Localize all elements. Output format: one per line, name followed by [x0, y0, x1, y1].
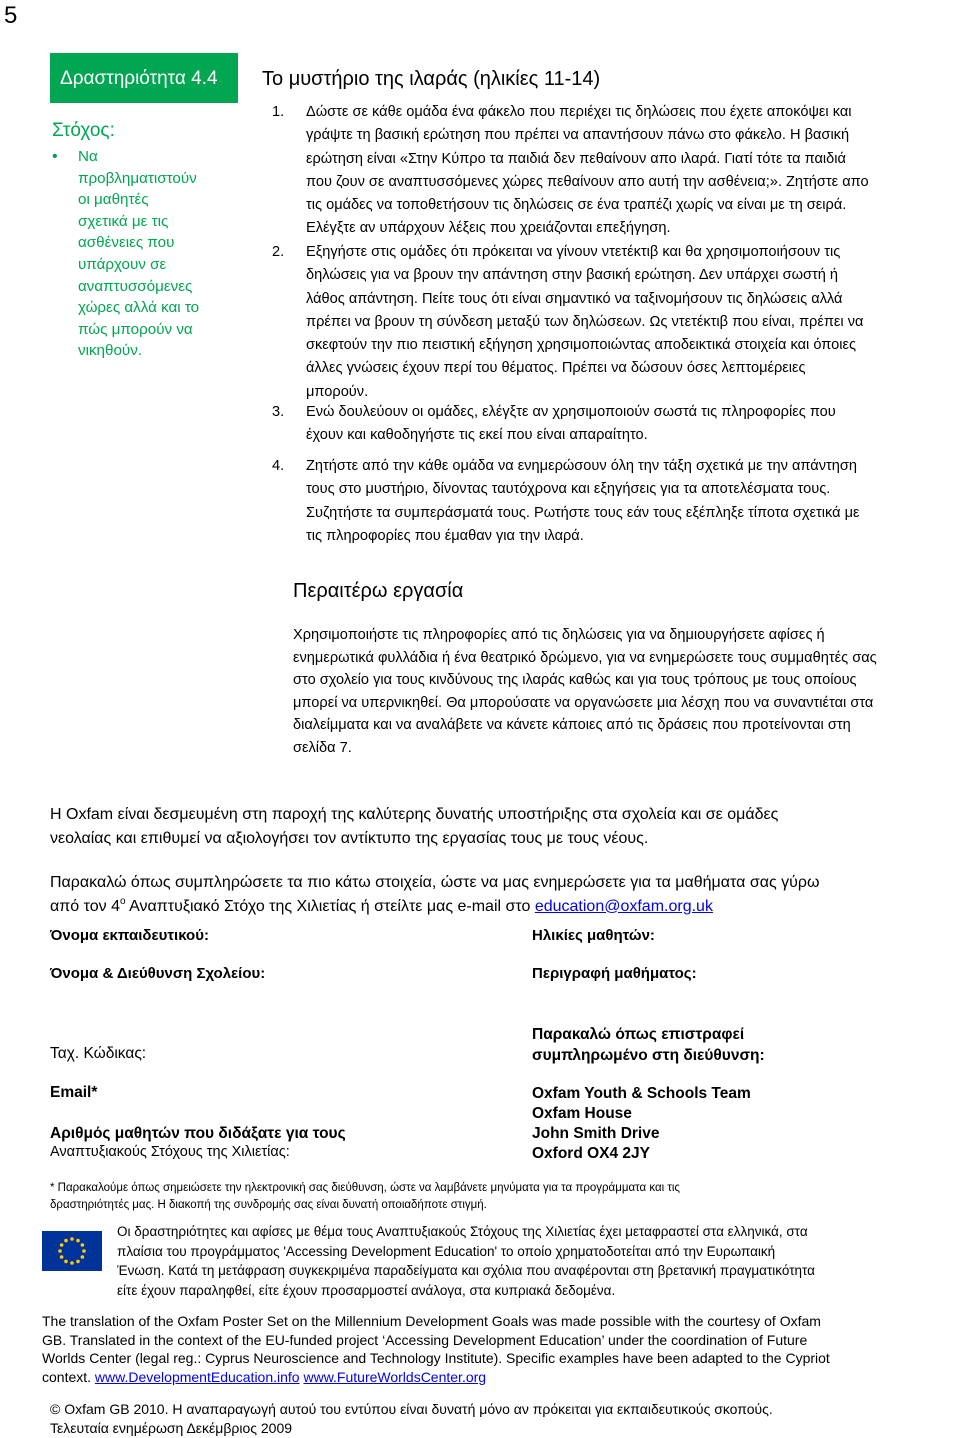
further-work-text: Χρησιμοποιήστε τις πληροφορίες από τις δηλώσεις για να δημιουργήσετε αφίσες ή ενημερωτικά φυλλάδια ή ένα θεατρικό δρώμενο, για να ενημερώσετε τους συμμαθητές σας στο σχολείο για τους κινδύνους της ιλαράς καθώς και για τους τρόπους με τους οποίους μπορεί να υπερνικηθεί. Θα μπορούσατε να οργανώσετε μια λέσχη που να συναντιέται στα διαλείμματα και να αναλάβετε να κάνετε κάποιες από τις δράσεις που προτείνονται στη σελίδα 7. — [293, 627, 877, 756]
eu-star — [60, 1255, 64, 1259]
page-title: Το μυστήριο της ιλαράς (ηλικίες 11-14) — [262, 68, 601, 90]
return-label: Παρακαλώ όπως επιστραφεί συμπληρωμένο στη διεύθυνση: — [532, 1026, 765, 1064]
eu-star — [58, 1249, 62, 1253]
eu-stars-icon — [42, 1231, 102, 1271]
school-label: Όνομα & Διεύθυνση Σχολείου: — [50, 965, 266, 982]
goal-text: Να προβληματιστούν οι μαθητές σχετικά με τις ασθένειες που υπάρχουν σε αναπτυσσόμενες χώρες αλλά και το πώς μπορούν να νικηθούν. — [78, 148, 200, 360]
bullet: • — [52, 148, 58, 165]
footnote: * Παρακαλούμε όπως σημειώσετε την ηλεκτρονική σας διεύθυνση, ώστε να λαμβάνετε μηνύματα για τα προγράμματα και τις δραστηριότητές μας. Η διακοπή της συνδρομής σας είναι δυνατή οποιαδήποτε στιγμή. — [50, 1182, 680, 1211]
development-education-link[interactable]: www.DevelopmentEducation.info — [94, 1368, 300, 1385]
students-count-label: Αριθμός μαθητών που διδάξατε για τους Αναπτυξιακούς Στόχους της Χιλιετίας: — [50, 1125, 346, 1160]
eu-star — [81, 1255, 85, 1259]
eu-star — [70, 1237, 74, 1241]
email-label: Email* — [50, 1084, 98, 1101]
eu-star — [76, 1239, 80, 1243]
teacher-name-label: Όνομα εκπαιδευτικού: — [50, 927, 209, 944]
eu-star — [70, 1261, 74, 1265]
eu-star — [64, 1239, 68, 1243]
future-worlds-link[interactable]: www.FutureWorldsCenter.org — [303, 1368, 487, 1385]
return-address: Oxfam Youth & Schools Team Oxfam House John Smith Drive Oxford OX4 2JY — [532, 1085, 751, 1162]
eu-star — [64, 1260, 68, 1264]
eu-star — [76, 1260, 80, 1264]
translation-note: The translation of the Oxfam Poster Set on the Millennium Development Goals was made possible with the courtesy of Oxfam GB. Translated in the context of the EU-funded project ‘Accessing Development Education’ under the coordination of Future Worlds Center (legal reg.: Cyprus Neuroscience and Technology Institute). Specific examples have been adapted to the Cypriot context. www.DevelopmentEducation.info www.FutureWorldsCenter.org — [42, 1313, 830, 1385]
postcode-label: Ταχ. Κώδικας: — [50, 1045, 147, 1062]
goal-label: Στόχος: — [52, 120, 115, 141]
eu-note: Οι δραστηριότητες και αφίσες με θέμα τους Αναπτυξιακούς Στόχους της Χιλιετίας έχει μεταφραστεί στα ελληνικά, στα πλαίσια του προγράμματος 'Accessing Development Education' το οποίο χρηματοδοτείται από την Ευρωπαική Ένωση. Κατά τη μετάφραση συγκεκριμένα παραδείγματα και σχόλια που αναφέρονται στη βρετανική πραγματικότητα είτε έχουν παραληφθεί, είτε έχουν προσαρμοστεί ανάλογα, στα κυπριακά δεδομένα. — [117, 1224, 815, 1298]
activity-label: Δραστηριότητα 4.4 — [60, 68, 218, 89]
page-number: 5 — [4, 2, 18, 29]
email-link[interactable]: education@oxfam.org.uk — [534, 897, 713, 915]
copyright: © Oxfam GB 2010. Η αναπαραγωγή αυτού του εντύπου είναι δυνατή μόνο αν πρόκειται για εκπαιδευτικούς σκοπούς. Τελευταία ενημέρωση Δεκέμβριος 2009 — [50, 1401, 773, 1436]
eu-star — [82, 1249, 86, 1253]
lesson-label: Περιγραφή μαθήματος: — [532, 965, 697, 982]
student-ages-label: Ηλικίες μαθητών: — [532, 927, 655, 944]
eu-star — [60, 1243, 64, 1247]
further-work-title: Περαιτέρω εργασία — [293, 580, 464, 602]
eu-star — [81, 1243, 85, 1247]
eu-flag-icon — [42, 1231, 102, 1271]
oxfam-commitment: Η Oxfam είναι δεσμευμένη στη παροχή της καλύτερης δυνατής υποστήριξης στα σχολεία και σε ομάδες νεολαίας και επιθυμεί να αξιολογήσει τον αντίκτυπο της εργασίας τους με τους νέους. — [50, 806, 779, 847]
oxfam-request: Παρακαλώ όπως συμπληρώσετε τα πιο κάτω στοιχεία, ώστε να μας ενημερώσετε για τα μαθήματα σας γύρω από τον $4^o$ Αναπτυξιακό Στόχο της Χιλιετίας ή στείλτε μας e-mail στο education@oxfam.org.uk — [50, 874, 820, 915]
